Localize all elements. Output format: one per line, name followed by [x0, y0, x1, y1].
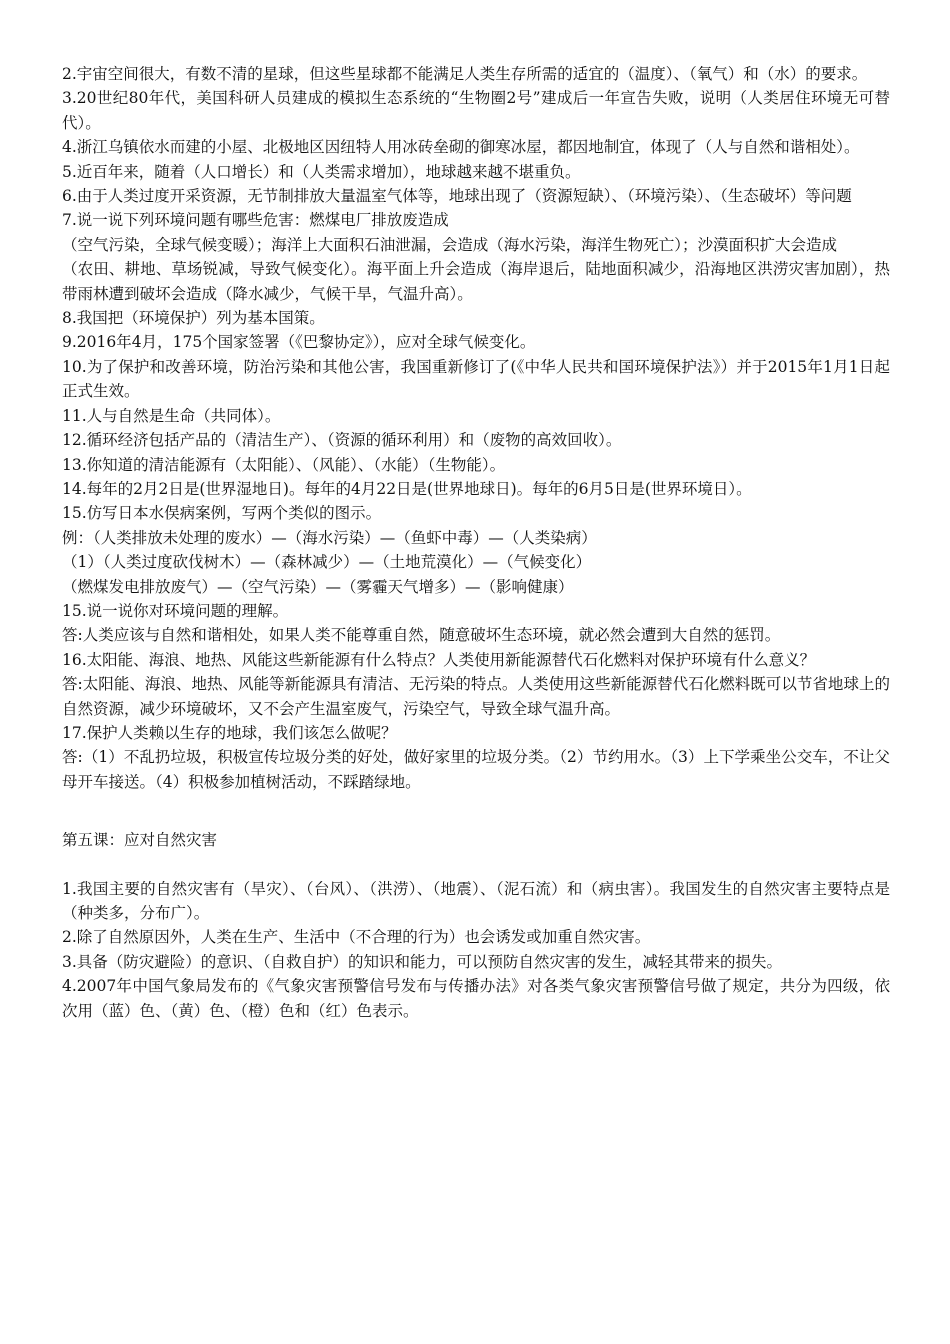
item-13-paragraph: 13.你知道的清洁能源有（太阳能）、（风能）、（水能）（生物能）。: [62, 455, 506, 474]
item-4-paragraph: 4.浙江乌镇依水而建的小屋、北极地区因纽特人用冰砖垒砌的御寒冰屋，都因地制宜，体现了（人与自然和谐相处）。: [62, 138, 860, 157]
item-15b-answer: 答:人类应该与自然和谐相处，如果人类不能尊重自然，随意破坏生态环境，就必然会遭到大自然的惩罚。: [62, 626, 781, 645]
item-7-answer-part1: （空气污染，全球气候变暖）；海洋上大面积石油泄漏，会造成（海水污染，海洋生物死亡）；沙漠面积扩大会造成: [62, 235, 838, 254]
item-10-paragraph: 10.为了保护和改善环境，防治污染和其他公害，我国重新修订了(《中华人民共和国环境保护法》）并于2015年1月1日起正式生效。: [62, 357, 890, 401]
item-17-answer: 答:（1）不乱扔垃圾，积极宣传垃圾分类的好处，做好家里的垃圾分类。（2）节约用水。（3）上下学乘坐公交车，不让父母开车接送。（4）积极参加植树活动，不踩踏绿地。: [62, 748, 890, 791]
item-17-question: 17.保护人类赖以生存的地球，我们该怎么做呢？: [62, 723, 397, 742]
item-14-paragraph: 14.每年的2月2日是(世界湿地日)。每年的4月22日是(世界地球日)。每年的6月5日是(世界环境日）。: [62, 479, 752, 498]
item-9-paragraph: 9.2016年4月，175个国家签署（《巴黎协定》），应对全球气候变化。: [62, 333, 536, 352]
item-11-paragraph: 11.人与自然是生命（共同体）。: [62, 406, 281, 425]
item-5-paragraph: 5.近百年来，随着（人口增长）和（人类需求增加），地球越来越不堪重负。: [62, 162, 581, 181]
section-5-item-4: 4.2007年中国气象局发布的《气象灾害预警信号发布与传播办法》对各类气象灾害预警信号做了规定，共分为四级，依次用（蓝）色、（黄）色、（橙）色和（红）色表示。: [62, 977, 890, 1020]
item-7-question: 7.说一说下列环境问题有哪些危害：燃煤电厂排放废造成: [62, 211, 449, 230]
item-12-paragraph: 12.循环经济包括产品的（清洁生产）、（资源的循环利用）和（废物的高效回收）。: [62, 431, 622, 450]
section-5-item-2: 2.除了自然原因外，人类在生产、生活中（不合理的行为）也会诱发或加重自然灾害。: [62, 928, 651, 947]
section-5-title: 第五课：应对自然灾害: [62, 831, 218, 850]
item-15-example: 例：（人类排放未处理的废水）—（海水污染）—（鱼虾中毒）—（人类染病）: [62, 528, 597, 547]
item-16-answer: 答:太阳能、海浪、地热、风能等新能源具有清洁、无污染的特点。人类使用这些新能源替代石化燃料既可以节省地球上的自然资源，减少环境破坏，又不会产生温室废气，污染空气，导致全球气温升高。: [62, 675, 890, 718]
item-15-answer-1: （1）（人类过度砍伐树木）—（森林减少）—（土地荒漠化）—（气候变化）: [62, 553, 592, 572]
item-15b-question: 15.说一说你对环境问题的理解。: [62, 601, 289, 620]
item-8-paragraph: 8.我国把（环境保护）列为基本国策。: [62, 309, 325, 328]
item-6-paragraph: 6.由于人类过度开采资源，无节制排放大量温室气体等，地球出现了（资源短缺）、（环境污染）、（生态破坏）等问题: [62, 187, 852, 206]
item-16-question: 16.太阳能、海浪、地热、风能这些新能源有什么特点？人类使用新能源替代石化燃料对保护环境有什么意义？: [62, 650, 816, 669]
item-15-question: 15.仿写日本水俣病案例，写两个类似的图示。: [62, 504, 382, 523]
item-15-answer-2: （燃煤发电排放废气）—（空气污染）—（雾霾天气增多）—（影响健康）: [62, 577, 574, 596]
item-2-paragraph: 2.宇宙空间很大，有数不清的星球，但这些星球都不能满足人类生存所需的适宜的（温度）、（氧气）和（水）的要求。: [62, 65, 868, 83]
section-5-item-1: 1.我国主要的自然灾害有（旱灾）、（台风）、（洪涝）、（地震）、（泥石流）和（病虫害）。我国发生的自然灾害主要特点是（种类多，分布广）。: [62, 879, 890, 922]
section-5-item-3: 3.具备（防灾避险）的意识、（自救自护）的知识和能力，可以预防自然灾害的发生，减轻其带来的损失。: [62, 952, 783, 971]
item-3-paragraph: 3.20世纪80年代，美国科研人员建成的模拟生态系统的“生物圈2号”建成后一年宣告失败，说明（人类居住环境无可替代）。: [62, 89, 890, 132]
document-page: [62, 62, 890, 1023]
item-7-answer-part2: （农田、耕地、草场锐减，导致气候变化）。海平面上升会造成（海岸退后，陆地面积减少，沿海地区洪涝灾害加剧），热带雨林遭到破坏会造成（降水减少，气候干旱，气温升高）。: [62, 260, 890, 303]
